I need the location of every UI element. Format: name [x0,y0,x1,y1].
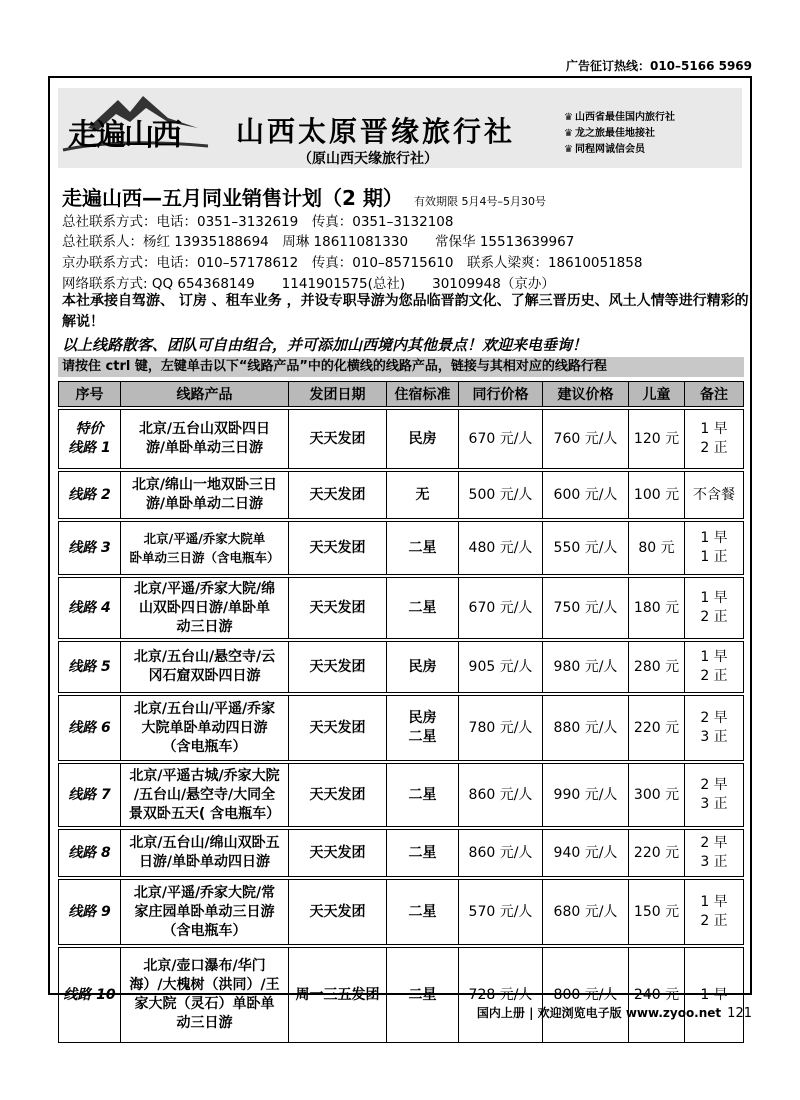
departure-date: 天天发团 [288,471,386,519]
suggested-price: 980 元/人 [542,641,628,693]
meal-note-line: 2 正 [700,668,728,684]
route-product-link[interactable] [120,947,288,1043]
trade-price: 500 元/人 [458,471,542,519]
route-product-link-line: 山双卧四日游/单卧单 [138,599,271,616]
route-product-link-line: 北京/平遥古城/乔家大院 [129,767,280,784]
lodging-standard-line: 民房 [408,710,437,726]
meal-note [684,763,744,827]
meal-note [684,641,744,693]
hq-phone: 总社联系方式：电话：0351–3132619 传真：0351–3132108 [62,214,454,230]
logo-text: 走遍山西 [68,118,180,153]
trade-price: 780 元/人 [458,695,542,761]
route-number [58,879,120,945]
meal-note-line: 2 早 [700,777,728,793]
column-header: 住宿标准 [386,381,458,407]
child-price: 240 元 [628,947,684,1043]
suggested-price: 880 元/人 [542,695,628,761]
departure-date: 天天发团 [288,695,386,761]
route-product-link[interactable] [120,641,288,693]
route-number [58,409,120,469]
meal-note [684,471,744,519]
departure-date: 周一三五发团 [288,947,386,1043]
route-label: 线路 6 [68,719,111,736]
table-row [58,763,744,827]
route-label: 线路 9 [68,903,111,920]
route-label: 线路 10 [63,986,116,1003]
meal-note [684,829,744,877]
meal-note-line: 2 早 [700,710,728,726]
slogan: 以上线路散客、团队可自由组合，并可添加山西境内其他景点！欢迎来电垂询！ [62,336,588,354]
lodging-standard-line: 民房 [408,658,437,675]
meal-note-line: 1 早 [700,894,728,910]
route-product-link-line: 冈石窟双卧四日游 [148,668,261,684]
route-product-link-line: 游/单卧单动二日游 [145,496,264,512]
honor-item: ♛ 龙之旅最佳地接社 [564,126,675,142]
trade-price: 480 元/人 [458,521,542,575]
child-price: 80 元 [628,521,684,575]
child-price: 220 元 [628,829,684,877]
lodging-standard-line: 二星 [408,786,437,803]
special-offer-label: 特价 [75,421,104,437]
beijing-office-phone: 京办联系方式：电话：010–57178612 传真：010–85715610 联系人梁爽：18610051858 [62,255,643,271]
lodging-standard-line: 二星 [408,599,437,616]
honor-item: ♛ 同程网诚信会员 [564,142,675,158]
meal-note-line: 3 正 [700,854,728,870]
column-header: 发团日期 [288,381,386,407]
route-label: 线路 4 [68,599,111,616]
lodging-standard [386,879,458,945]
crown-icon: ♛ [564,112,573,123]
route-product-link-line: （含电瓶车） [162,922,247,939]
route-product-link[interactable] [120,695,288,761]
suggested-price: 990 元/人 [542,763,628,827]
route-number [58,829,120,877]
meal-note [684,577,744,639]
agency-former-name: （原山西天缘旅行社） [298,151,438,167]
plan-title [62,182,546,211]
validity-period: 有效期限 5月4号–5月30号 [413,195,546,208]
column-header: 线路产品 [120,381,288,407]
table-row [58,947,744,1043]
table-header-row [58,381,744,407]
lodging-standard [386,829,458,877]
column-header: 儿童 [628,381,684,407]
route-product-link[interactable] [120,763,288,827]
route-product-link-line: 大院单卧单动四日游 [141,719,268,736]
suggested-price: 600 元/人 [542,471,628,519]
route-product-link-line: 动三日游 [176,1015,233,1031]
lodging-standard [386,471,458,519]
route-number [58,471,120,519]
route-product-link-line: 北京/平遥/乔家大院/绵 [133,580,276,597]
route-number [58,641,120,693]
suggested-price: 550 元/人 [542,521,628,575]
lodging-standard [386,521,458,575]
route-product-link-line: 卧单动三日游（含电瓶车） [129,550,280,565]
route-number [58,695,120,761]
lodging-standard [386,695,458,761]
trade-price: 728 元/人 [458,947,542,1043]
route-product-link-line: 海）/大槐树（洪同）/王 [129,977,280,993]
route-number [58,577,120,639]
child-price: 150 元 [628,879,684,945]
meal-note [684,879,744,945]
departure-date: 天天发团 [288,577,386,639]
footer-text: 国内上册 | 欢迎浏览电子版 www.zyoo.net [476,1006,722,1020]
suggested-price: 750 元/人 [542,577,628,639]
route-table [58,379,744,1045]
table-row [58,695,744,761]
trade-price: 570 元/人 [458,879,542,945]
ad-hotline: 广告征订热线：010–5166 5969 [565,59,752,73]
child-price: 120 元 [628,409,684,469]
child-price: 300 元 [628,763,684,827]
route-product-link[interactable] [120,829,288,877]
meal-note [684,695,744,761]
route-product-link-line: /五台山/悬空寺/大同全 [133,786,276,803]
meal-note-line: 1 早 [700,421,728,437]
route-number [58,947,120,1043]
table-row [58,641,744,693]
child-price: 180 元 [628,577,684,639]
route-label: 线路 7 [68,786,111,803]
suggested-price: 760 元/人 [542,409,628,469]
trade-price: 860 元/人 [458,763,542,827]
lodging-standard-line: 二星 [408,903,437,920]
meal-note-line: 3 正 [700,729,728,745]
plan-title-main: 走遍山西—五月同业销售计划（2 期） [62,186,403,210]
child-price: 220 元 [628,695,684,761]
hq-contacts: 总社联系人：杨红 13935188694 周琳 18611081330 常保华 15513639967 [62,234,575,250]
route-number [58,521,120,575]
route-product-link-line: 北京/平遥/乔家大院单 [143,531,266,546]
lodging-standard [386,641,458,693]
route-number [58,763,120,827]
lodging-standard-line: 二星 [408,844,437,861]
route-label: 线路 1 [68,440,111,456]
table-row [58,577,744,639]
route-product-link-line: 北京/平遥/乔家大院/常 [133,884,276,901]
child-price: 100 元 [628,471,684,519]
route-label: 线路 5 [68,658,111,675]
column-header: 同行价格 [458,381,542,407]
route-product-link-line: 游/单卧单动三日游 [145,440,264,456]
lodging-standard-line: 二星 [408,539,437,556]
lodging-standard-line: 二星 [408,986,437,1003]
meal-note [684,521,744,575]
route-product-link-line: 家庄园单卧单动三日游 [134,903,275,920]
route-product-link-line: 动三日游 [176,618,233,635]
route-label: 线路 2 [68,486,111,503]
trade-price: 905 元/人 [458,641,542,693]
table-row [58,879,744,945]
meal-note-line: 1 早 [700,530,728,546]
suggested-price: 800 元/人 [542,947,628,1043]
departure-date: 天天发团 [288,829,386,877]
meal-note-line: 不含餐 [693,486,735,503]
route-product-link-line: 北京/五台山/悬空寺/云 [133,649,276,665]
trade-price: 860 元/人 [458,829,542,877]
departure-date: 天天发团 [288,879,386,945]
route-product-link-line: 北京/五台山/绵山双卧五 [129,835,280,851]
route-product-link-line: 北京/五台山双卧四日 [138,421,271,437]
honor-item: ♛ 山西省最佳国内旅行社 [564,110,675,126]
route-product-link-line: 家大院（灵石）单卧单 [134,996,275,1012]
lodging-standard [386,577,458,639]
table-row [58,409,744,469]
route-product-link[interactable] [120,521,288,575]
table-row [58,521,744,575]
column-header: 序号 [58,381,120,407]
route-product-link-line: 北京/绵山一地双卧三日 [131,477,278,493]
table-row [58,471,744,519]
route-product-link[interactable] [120,471,288,519]
lodging-standard-line: 二星 [408,729,437,745]
column-header: 备注 [684,381,744,407]
network-contacts: 网络联系方式: QQ 654368149 1141901575(总社) 30109948（京办） [62,276,555,292]
meal-note-line: 1 正 [700,549,728,565]
meal-note-line: 2 早 [700,835,728,851]
trade-price: 670 元/人 [458,577,542,639]
departure-date: 天天发团 [288,521,386,575]
meal-note [684,409,744,469]
lodging-standard [386,763,458,827]
meal-note-line: 1 早 [700,590,728,606]
departure-date: 天天发团 [288,641,386,693]
meal-note-line: 1 早 [700,649,728,665]
page-number: 121 [727,1006,752,1021]
route-label: 线路 3 [68,539,111,556]
column-header: 建议价格 [542,381,628,407]
route-product-link-line: 景双卧五天( 含电瓶车） [128,805,281,822]
service-description: 本社承接自驾游、 订房 、租车业务 ，并设专职导游为您品临晋韵文化、了解三晋历史、风土人情等进行精彩的解说！ [62,293,749,330]
departure-date: 天天发团 [288,763,386,827]
route-product-link-line: （含电瓶车） [162,738,247,755]
route-product-link[interactable] [120,879,288,945]
suggested-price: 680 元/人 [542,879,628,945]
trade-price: 670 元/人 [458,409,542,469]
meal-note [684,947,744,1043]
meal-note-line: 2 正 [700,440,728,456]
meal-note-line: 2 正 [700,609,728,625]
agency-name: 山西太原晋缘旅行社 [236,115,516,148]
lodging-standard-line: 民房 [408,430,437,447]
route-product-link[interactable] [120,409,288,469]
link-instruction: 请按住 ctrl 键，左键单击以下“线路产品”中的化横线的线路产品，链接与其相对应的线路行程 [58,357,744,377]
agency-banner [58,88,742,168]
route-product-link-line: 北京/壶口瀑布/华门 [143,958,266,974]
page-footer [477,1004,752,1021]
lodging-standard-line: 无 [415,486,430,503]
route-product-link-line: 日游/单卧单动四日游 [138,854,271,870]
departure-date: 天天发团 [288,409,386,469]
route-product-link[interactable] [120,577,288,639]
child-price: 280 元 [628,641,684,693]
lodging-standard [386,947,458,1043]
crown-icon: ♛ [564,128,573,139]
lodging-standard [386,409,458,469]
suggested-price: 940 元/人 [542,829,628,877]
route-product-link-line: 北京/五台山/平遥/乔家 [133,700,276,717]
crown-icon: ♛ [564,144,573,155]
meal-note-line: 1 早 [700,986,728,1003]
meal-note-line: 3 正 [700,796,728,812]
meal-note-line: 2 正 [700,913,728,929]
table-row [58,829,744,877]
honors-list [564,110,675,158]
route-label: 线路 8 [68,844,111,861]
